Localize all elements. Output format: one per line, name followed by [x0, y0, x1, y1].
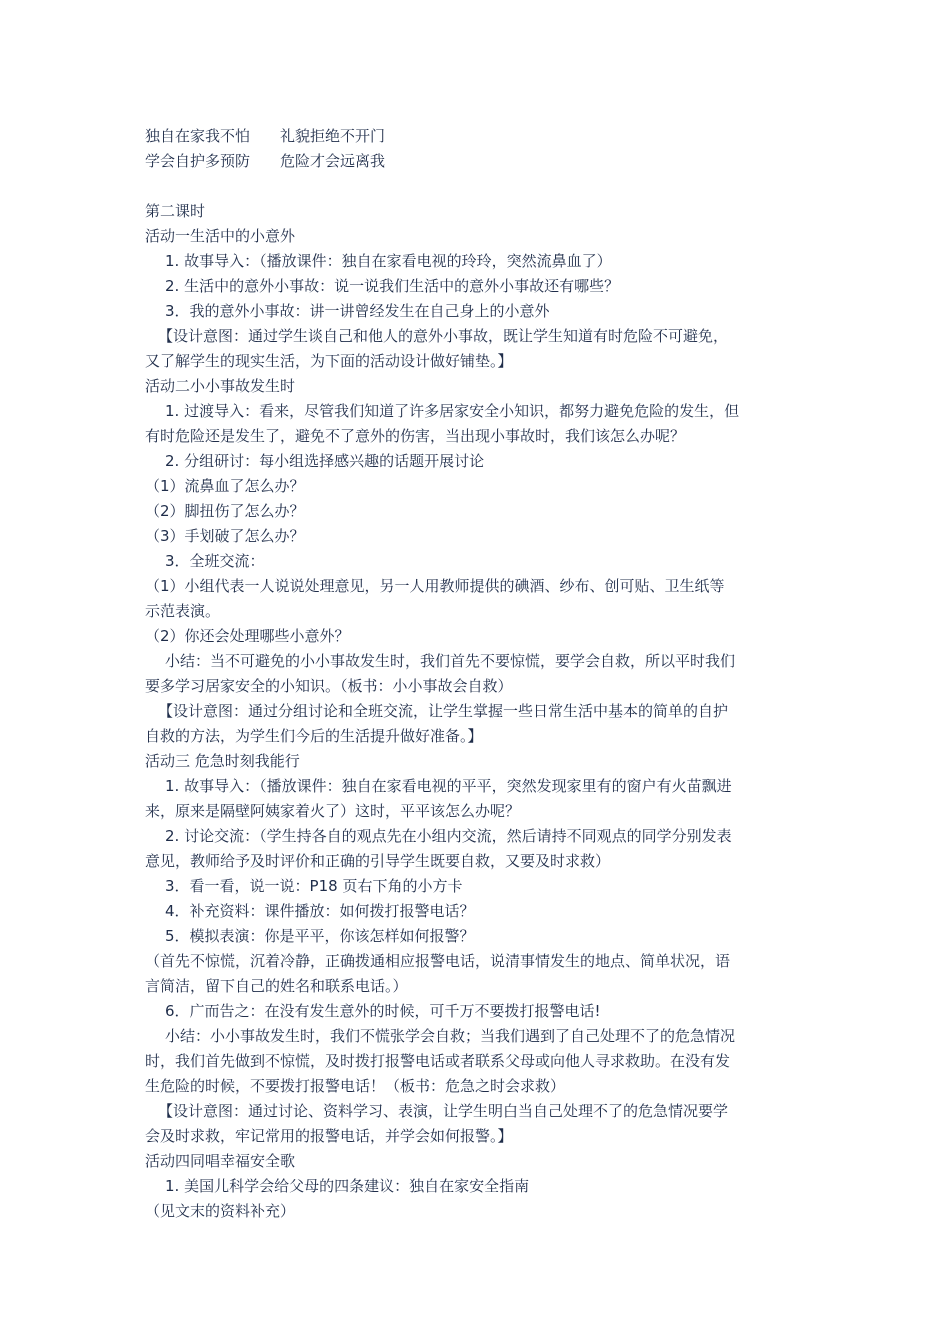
design-intent: 【设计意图：通过讨论、资料学习、表演，让学生明白当自己处理不了的危急情况要学 — [158, 1102, 729, 1120]
activity-item: 2. 生活中的意外小事故：说一说我们生活中的意外小事故还有哪些？ — [165, 277, 620, 295]
activity-item: 6．广而告之：在没有发生意外的时候，可千万不要拨打报警电话! — [165, 1002, 601, 1020]
activity-item: 1. 故事导入：（播放课件：独自在家看电视的平平，突然发现家里有的窗户有火苗飘进 — [165, 777, 732, 795]
design-intent-cont: 自救的方法，为学生们今后的生活提升做好准备。】 — [145, 727, 483, 745]
summary-cont: 要多学习居家安全的小知识。（板书：小小事故会自救） — [145, 677, 513, 695]
activity-item: 1. 美国儿科学会给父母的四条建议：独自在家安全指南 — [165, 1177, 530, 1195]
activity-note-cont: 言简洁，留下自己的姓名和联系电话。） — [145, 977, 408, 995]
exchange-point-cont: 示范表演。 — [145, 602, 221, 620]
discussion-question: （2）脚扭伤了怎么办？ — [145, 502, 305, 520]
slogan-phrase: 危险才会远离我 — [280, 152, 386, 170]
slogan-phrase: 学会自护多预防 — [145, 152, 251, 170]
discussion-question: （3）手划破了怎么办？ — [145, 527, 305, 545]
summary: 小结：小小事故发生时，我们不慌张学会自救；当我们遇到了自己处理不了的危急情况 — [165, 1027, 736, 1045]
activity-title: 活动四同唱幸福安全歌 — [145, 1152, 296, 1170]
activity-title: 活动一生活中的小意外 — [145, 227, 296, 245]
activity-item: 4．补充资料：课件播放：如何拨打报警电话？ — [165, 902, 475, 920]
activity-item-cont: 来，原来是隔壁阿姨家着火了）这时，平平该怎么办呢？ — [145, 802, 521, 820]
activity-title: 活动三 危急时刻我能行 — [145, 752, 300, 770]
activity-title: 活动二小小事故发生时 — [145, 377, 296, 395]
activity-item-cont: 意见，教师给予及时评价和正确的引导学生既要自救，又要及时求救） — [145, 852, 611, 870]
activity-note: （见文末的资料补充） — [145, 1202, 296, 1220]
activity-item: 3．看一看，说一说：P18 页右下角的小方卡 — [165, 877, 463, 895]
activity-item: 5．模拟表演：你是平平，你该怎样如何报警？ — [165, 927, 475, 945]
activity-note: （首先不惊慌，沉着冷静，正确拨通相应报警电话，说清事情发生的地点、简单状况，语 — [145, 952, 731, 970]
design-intent-cont: 又了解学生的现实生活，为下面的活动设计做好铺垫。】 — [145, 352, 513, 370]
lesson-title: 第二课时 — [145, 202, 206, 220]
summary-cont: 时，我们首先做到不惊慌，及时拨打报警电话或者联系父母或向他人寻求救助。在没有发 — [145, 1052, 731, 1070]
summary: 小结：当不可避免的小小事故发生时，我们首先不要惊慌，要学会自救，所以平时我们 — [165, 652, 736, 670]
slogan-line-2 — [145, 149, 815, 174]
activity-item: 1. 故事导入：（播放课件：独自在家看电视的玲玲，突然流鼻血了） — [165, 252, 612, 270]
design-intent: 【设计意图：通过分组讨论和全班交流，让学生掌握一些日常生活中基本的简单的自护 — [158, 702, 729, 720]
activity-item-cont: 有时危险还是发生了，避免不了意外的伤害，当出现小事故时，我们该怎么办呢？ — [145, 427, 686, 445]
activity-item: 3．我的意外小事故：讲一讲曾经发生在自己身上的小意外 — [165, 302, 550, 320]
exchange-point: （2）你还会处理哪些小意外？ — [145, 627, 350, 645]
activity-item: 3．全班交流： — [165, 552, 265, 570]
activity-item: 2. 分组研讨：每小组选择感兴趣的话题开展讨论 — [165, 452, 485, 470]
slogan-phrase: 礼貌拒绝不开门 — [280, 127, 386, 145]
document-page — [145, 124, 815, 1224]
design-intent: 【设计意图：通过学生谈自己和他人的意外小事故，既让学生知道有时危险不可避免， — [158, 327, 729, 345]
activity-item: 2. 讨论交流：（学生持各自的观点先在小组内交流，然后请持不同观点的同学分别发表 — [165, 827, 732, 845]
slogan-line-1 — [145, 124, 815, 149]
summary-cont: 生危险的时候，不要拨打报警电话！（板书：危急之时会求救） — [145, 1077, 566, 1095]
discussion-question: （1）流鼻血了怎么办？ — [145, 477, 305, 495]
design-intent-cont: 会及时求救，牢记常用的报警电话，并学会如何报警。】 — [145, 1127, 513, 1145]
activity-item: 1. 过渡导入：看来，尽管我们知道了许多居家安全小知识，都努力避免危险的发生，但 — [165, 402, 740, 420]
exchange-point: （1）小组代表一人说说处理意见，另一人用教师提供的碘酒、纱布、创可贴、卫生纸等 — [145, 577, 725, 595]
slogan-phrase: 独自在家我不怕 — [145, 127, 251, 145]
